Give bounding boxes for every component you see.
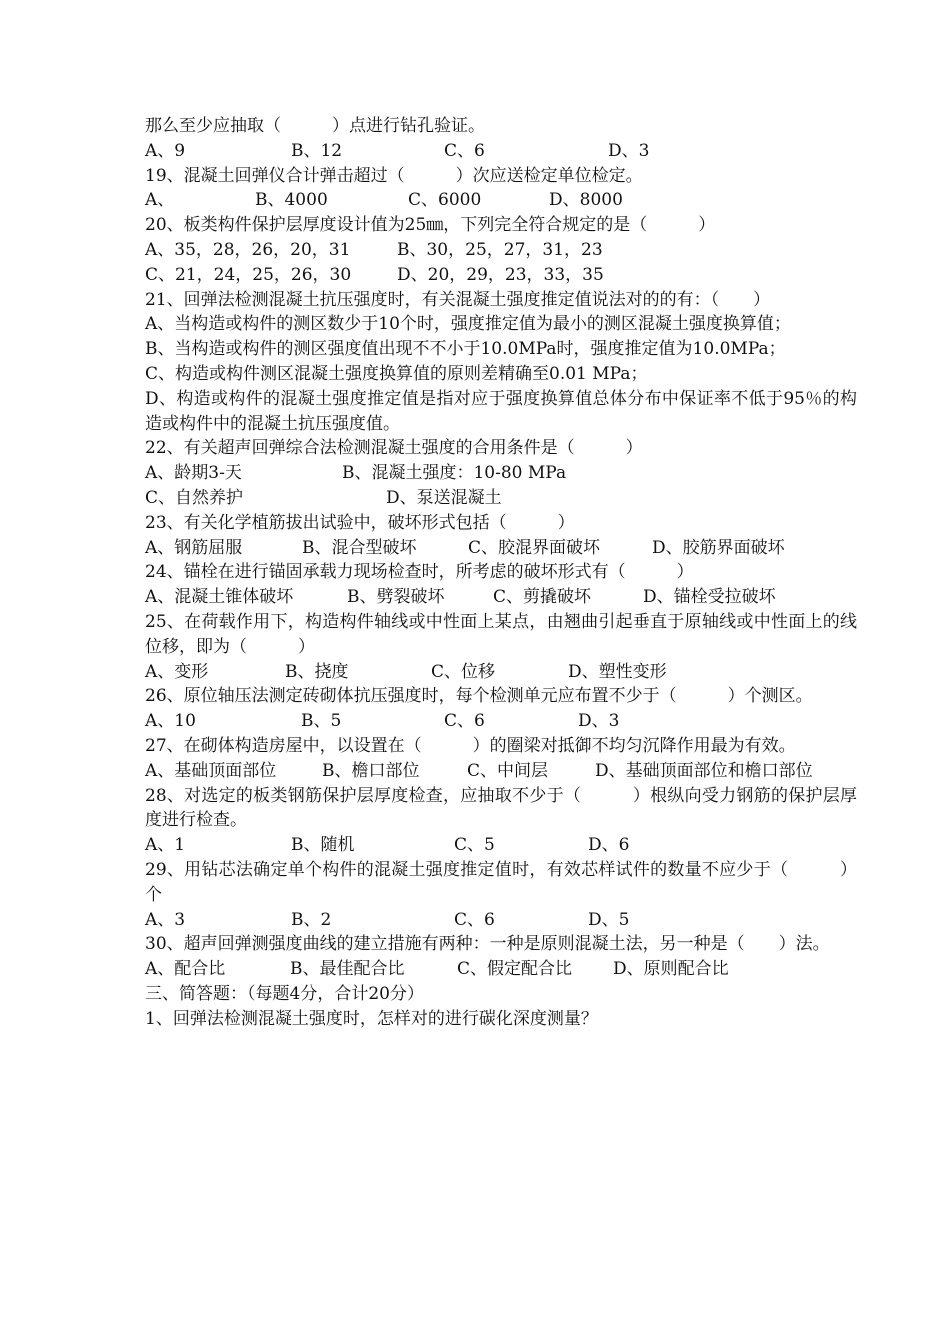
- q21-option-d: D、构造或构件的混凝土强度推定值是指对应于强度换算值总体分布中保证率不低于95％的构造或构件中的混凝土抗压强度值。: [145, 388, 857, 434]
- exam-content: [145, 114, 857, 1031]
- q18-options: [145, 139, 857, 164]
- option-b: B、檐口部位: [322, 760, 420, 781]
- option-d: D、3: [578, 711, 620, 732]
- option-b: B、30，25，27，31，23: [397, 239, 603, 260]
- option-d: D、5: [588, 909, 630, 930]
- option-c: C、剪撬破坏: [493, 587, 592, 608]
- option-b: B、混凝土强度：10-80 MPa: [342, 463, 567, 484]
- option-c: C、5: [454, 835, 495, 856]
- option-a: A、混凝土锥体破坏: [145, 587, 294, 608]
- q30-stem: 30、超声回弹测强度曲线的建立措施有两种：一种是原则混凝土法，另一种是（ ）法。: [145, 934, 830, 955]
- option-c: C、21，24，25，26，30: [145, 264, 352, 285]
- option-b: B、混合型破坏: [302, 537, 417, 558]
- q30-options: [145, 957, 857, 982]
- option-d: D、锚栓受拉破坏: [643, 587, 776, 608]
- q28-stem: 28、对选定的板类钢筋保护层厚度检查，应抽取不少于（ ）根纵向受力钢筋的保护层厚度进行检查。: [145, 785, 857, 831]
- q22-options-row1: [145, 461, 857, 486]
- q20-options-row2: [145, 263, 857, 288]
- option-b: B、2: [291, 909, 332, 930]
- option-d: D、原则配合比: [613, 959, 729, 980]
- option-c: C、中间层: [467, 760, 549, 781]
- option-a: A、1: [145, 835, 186, 856]
- section-heading-short-answer: 三、简答题：（每题4分，合计20分）: [145, 983, 424, 1004]
- option-d: D、泵送混凝土: [386, 487, 502, 508]
- option-c: C、6: [444, 140, 485, 161]
- option-d: D、基础顶面部位和檐口部位: [595, 760, 813, 781]
- option-a: A、10: [145, 711, 196, 732]
- option-c: C、自然养护: [145, 487, 244, 508]
- option-a: A、龄期3-天: [145, 463, 242, 484]
- q26-options: [145, 709, 857, 734]
- option-d: D、8000: [549, 190, 623, 211]
- option-a: A、变形: [145, 661, 209, 682]
- q29-stem: 29、用钻芯法确定单个构件的混凝土强度推定值时，有效芯样试件的数量不应少于（ ）个: [145, 859, 857, 905]
- q20-stem: 20、板类构件保护层厚度设计值为25㎜，下列完全符合规定的是（ ）: [145, 215, 716, 236]
- q23-stem: 23、有关化学植筋拔出试验中，破坏形式包括（ ）: [145, 512, 575, 533]
- q24-stem: 24、锚栓在进行锚固承载力现场检查时，所考虑的破坏形式有（ ）: [145, 562, 694, 583]
- q27-options: [145, 759, 857, 784]
- q29-options: [145, 908, 857, 933]
- q25-stem: 25、在荷载作用下，构造构件轴线或中性面上某点，由翘曲引起垂直于原轴线或中性面上的线位移，即为（ ）: [145, 611, 857, 657]
- q19-options: [145, 188, 857, 213]
- option-b: B、劈裂破坏: [347, 587, 445, 608]
- option-a: A、3: [145, 909, 186, 930]
- q21-option-b: B、当构造或构件的测区强度值出现不不小于10.0MPa时，强度推定值为10.0MPa；: [145, 339, 786, 360]
- option-c: C、位移: [431, 661, 496, 682]
- q22-options-row2: [145, 486, 857, 511]
- q26-stem: 26、原位轴压法测定砖砌体抗压强度时，每个检测单元应布置不少于（ ）个测区。: [145, 686, 813, 707]
- q21-stem: 21、回弹法检测混凝土抗压强度时，有关混凝土强度推定值说法对的的有：（ ）: [145, 289, 771, 310]
- q20-options-row1: [145, 238, 857, 263]
- option-d: D、6: [588, 835, 630, 856]
- option-b: B、12: [291, 140, 343, 161]
- q18-stem-continuation: 那么至少应抽取（ ）点进行钻孔验证。: [145, 116, 485, 136]
- q27-stem: 27、在砌体构造房屋中，以设置在（ ）的圈梁对抵御不均匀沉降作用最为有效。: [145, 735, 796, 756]
- q21-option-a: A、当构造或构件的测区数少于10个时，强度推定值为最小的测区混凝土强度换算值；: [145, 314, 791, 335]
- q19-stem: 19、混凝土回弹仪合计弹击超过（ ）次应送检定单位检定。: [145, 165, 643, 186]
- q25-options: [145, 660, 857, 685]
- short-answer-q1: 1、回弹法检测混凝土强度时，怎样对的进行碳化深度测量？: [145, 1008, 598, 1029]
- option-b: B、挠度: [285, 661, 349, 682]
- option-b: B、5: [301, 711, 342, 732]
- option-a: A、配合比: [145, 959, 226, 980]
- option-a: A、9: [145, 140, 186, 161]
- option-c: C、6: [454, 909, 495, 930]
- option-a: A、基础顶面部位: [145, 760, 277, 781]
- option-c: C、假定配合比: [457, 959, 573, 980]
- q22-stem: 22、有关超声回弹综合法检测混凝土强度的合用条件是（ ）: [145, 438, 643, 459]
- option-b: B、4000: [255, 190, 328, 211]
- q21-option-c: C、构造或构件测区混凝土强度换算值的原则差精确至0.01 MPa；: [145, 363, 648, 384]
- option-d: D、3: [608, 140, 650, 161]
- q24-options: [145, 585, 857, 610]
- option-d: D、塑性变形: [568, 661, 667, 682]
- option-d: D、胶筋界面破坏: [652, 537, 785, 558]
- option-c: C、6000: [408, 190, 482, 211]
- option-c: C、胶混界面破坏: [468, 537, 601, 558]
- option-b: B、最佳配合比: [290, 959, 405, 980]
- option-a: A、35，28，26，20，31: [145, 239, 351, 260]
- option-d: D、20，29，23，33，35: [397, 264, 604, 285]
- q28-options: [145, 833, 857, 858]
- option-a: A、钢筋屈服: [145, 537, 243, 558]
- option-b: B、随机: [291, 835, 355, 856]
- q23-options: [145, 536, 857, 561]
- option-c: C、6: [444, 711, 485, 732]
- option-a: A、: [145, 190, 175, 211]
